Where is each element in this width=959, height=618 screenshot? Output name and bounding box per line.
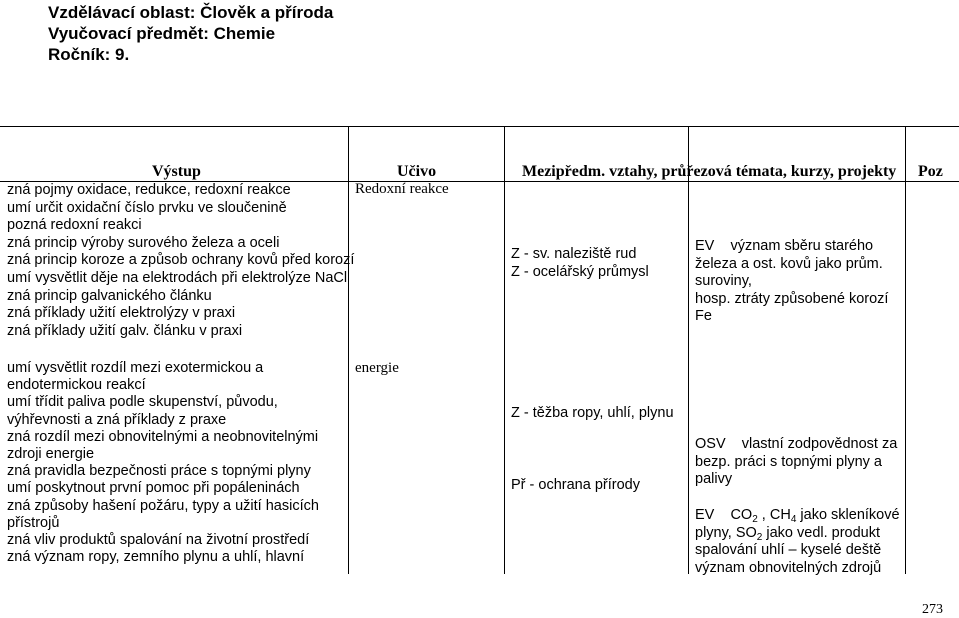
list-item: spalování uhlí – kyselé deště [695,542,882,559]
document-header [48,2,333,65]
section2-mezipredm-item: Z - těžba ropy, uhlí, plynu [511,405,674,421]
list-item: zná způsoby hašení požáru, typy a užití hasicích [7,497,319,514]
page-number: 273 [922,602,943,617]
list-item: zná význam ropy, zemního plynu a uhlí, hlavní [7,549,305,566]
list-item: umí poskytnout první pomoc při popáleninách [7,480,300,497]
list-item: zná pojmy oxidace, redukce, redoxní reakce [7,182,291,198]
section1-vystup [7,182,354,340]
list-item: EV význam sběru starého [695,238,874,254]
section1-poznamky [695,238,888,326]
list-item: Fe [695,308,712,325]
list-item: zná příklady užití elektrolýzy v praxi [7,305,236,322]
list-item: Z - ocelářský průmysl [511,264,649,280]
list-item: zná příklady užití galv. článku v praxi [7,322,243,339]
column-divider-2 [504,126,505,574]
list-item: zná vliv produktů spalování na životní prostředí [7,532,310,549]
list-item: plyny, $SO_2$ jako vedl. produkt [695,524,881,543]
column-divider-3 [688,126,689,574]
list-item: význam obnovitelných zdrojů [695,559,882,576]
list-item: umí určit oxidační číslo prvku ve sloučenině [7,199,287,216]
column-header-vystup: Výstup [152,163,201,180]
grade: Ročník: 9. [48,45,130,64]
column-header-mezipredmetove-vztahy: Mezipředm. vztahy, průřezová témata, kurzy, projekty [522,163,897,180]
list-item: zná princip výroby surového železa a oceli [7,234,280,251]
list-item: EV $CO_2$ , $CH_4$ jako skleníkové [695,507,900,525]
list-item: zná princip koroze a způsob ochrany kovů před korozí [7,252,355,269]
list-item: železa a ost. kovů jako prům. [695,255,883,272]
list-item: hosp. ztráty způsobené korozí [695,290,889,307]
list-item: zná princip galvanického článku [7,287,212,304]
list-item: palivy [695,471,733,488]
list-item: umí vysvětlit rozdíl mezi exotermickou a [7,360,264,376]
list-item: bezp. práci s topnými plyny a [695,453,882,470]
subject-area: Vzdělávací oblast: Člověk a příroda [48,3,334,22]
section2-poznamky-ev [695,507,900,577]
list-item: OSV vlastní zodpovědnost za [695,436,898,452]
section1-ucivo: Redoxní reakce [355,181,449,197]
section2-vystup [7,360,319,566]
list-item: výhřevnosti a zná příklady z praxe [7,411,227,428]
column-header-poznamky: Poz [918,163,943,180]
list-item: umí vysvětlit děje na elektrodách při elektrolýze NaCl [7,269,348,286]
list-item: zdroji energie [7,446,95,463]
list-item: Z - sv. naleziště rud [511,246,637,262]
list-item: endotermickou reakcí [7,377,146,394]
section2-ucivo: energie [355,360,399,376]
section2-poznamky-osv [695,436,897,489]
list-item: pozná redoxní reakci [7,217,142,234]
list-item: zná pravidla bezpečnosti práce s topnými plyny [7,463,311,480]
section2-mezipredm-item: Př - ochrana přírody [511,477,640,493]
table-top-border [0,126,959,127]
list-item: přístrojů [7,514,60,531]
list-item: umí třídit paliva podle skupenství, původu, [7,394,278,411]
column-header-ucivo: Učivo [397,163,437,180]
subject-name: Vyučovací předmět: Chemie [48,24,276,43]
column-divider-4 [905,126,906,574]
list-item: zná rozdíl mezi obnovitelnými a neobnovitelnými [7,428,319,445]
list-item: suroviny, [695,273,752,290]
section1-mezipredmetove-vztahy [511,245,649,281]
